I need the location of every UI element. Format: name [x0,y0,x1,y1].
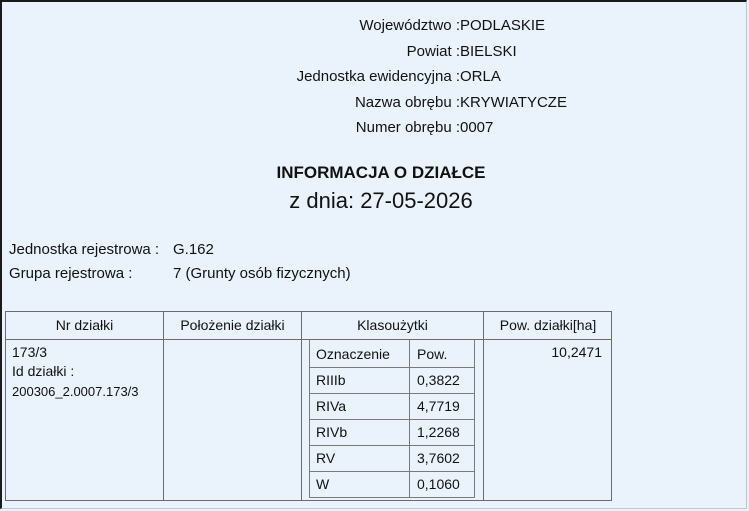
id-dzialki-label: Id działki : [12,363,75,379]
nazwa-obrebu-value: KRYWIATYCZE [460,94,567,111]
wojewodztwo-value: PODLASKIE [460,17,546,34]
jednostka-ewidencyjna-label: Jednostka ewidencyjna : [296,68,460,85]
wojewodztwo-label: Województwo : [359,17,460,34]
header-pow-dzialki: Pow. działki[ha] [499,317,597,333]
klas-row-divider [309,419,475,420]
grupa-rejestrowa-row [9,265,351,282]
date-line: z dnia: 27-05-2026 [289,188,473,213]
klas-row-divider [309,445,475,446]
jednostka-rejestrowa-row [9,241,214,258]
klas-oznaczenie: RIIIb [316,372,346,388]
klas-header-oznaczenie: Oznaczenie [316,346,390,362]
pow-dzialki-value: 10,2471 [551,344,602,360]
klas-oznaczenie: RIVa [316,398,347,414]
klas-pow: 0,3822 [417,372,460,388]
header-polozenie-dzialki: Położenie działki [180,317,285,333]
id-dzialki-value: 200306_2.0007.173/3 [12,384,139,399]
jednostka-ewidencyjna-value: ORLA [460,68,501,85]
jednostka-ewidencyjna-row [0,68,501,85]
header-klasouzytki: Klasoużytki [357,317,428,333]
klas-pow: 4,7719 [417,398,460,414]
grupa-rejestrowa-label: Grupa rejestrowa : [9,265,133,282]
wojewodztwo-row [0,17,546,34]
grupa-rejestrowa-value: 7 (Grunty osób fizycznych) [173,265,351,282]
jednostka-rejestrowa-label: Jednostka rejestrowa : [9,241,160,258]
klas-pow: 1,2268 [417,424,460,440]
klas-pow: 3,7602 [417,450,460,466]
table-divider [301,312,302,500]
table-divider [163,312,164,500]
klas-row-divider [309,367,475,368]
klas-oznaczenie: W [316,476,330,492]
klas-pow: 0,1060 [417,476,460,492]
powiat-row [0,43,517,60]
powiat-label: Powiat : [406,43,460,60]
numer-obrebu-row [0,119,494,136]
numer-obrebu-label: Numer obrębu : [355,119,460,136]
klas-row-divider [309,471,475,472]
klas-row-divider [309,393,475,394]
klas-row-divider [309,497,475,498]
nr-dzialki-value: 173/3 [12,344,48,360]
klas-oznaczenie: RV [316,450,336,466]
nazwa-obrebu-row [0,94,567,111]
powiat-value: BIELSKI [460,43,517,60]
header-nr-dzialki: Nr działki [55,317,114,333]
page-title: INFORMACJA O DZIAŁCE [276,163,486,182]
numer-obrebu-value: 0007 [460,119,494,136]
klas-header-pow: Pow. [417,346,448,362]
table-divider [483,312,484,500]
jednostka-rejestrowa-value: G.162 [173,241,214,258]
klas-oznaczenie: RIVb [316,424,348,440]
nazwa-obrebu-label: Nazwa obrębu : [354,94,460,111]
klasouzytki-table [309,340,475,498]
